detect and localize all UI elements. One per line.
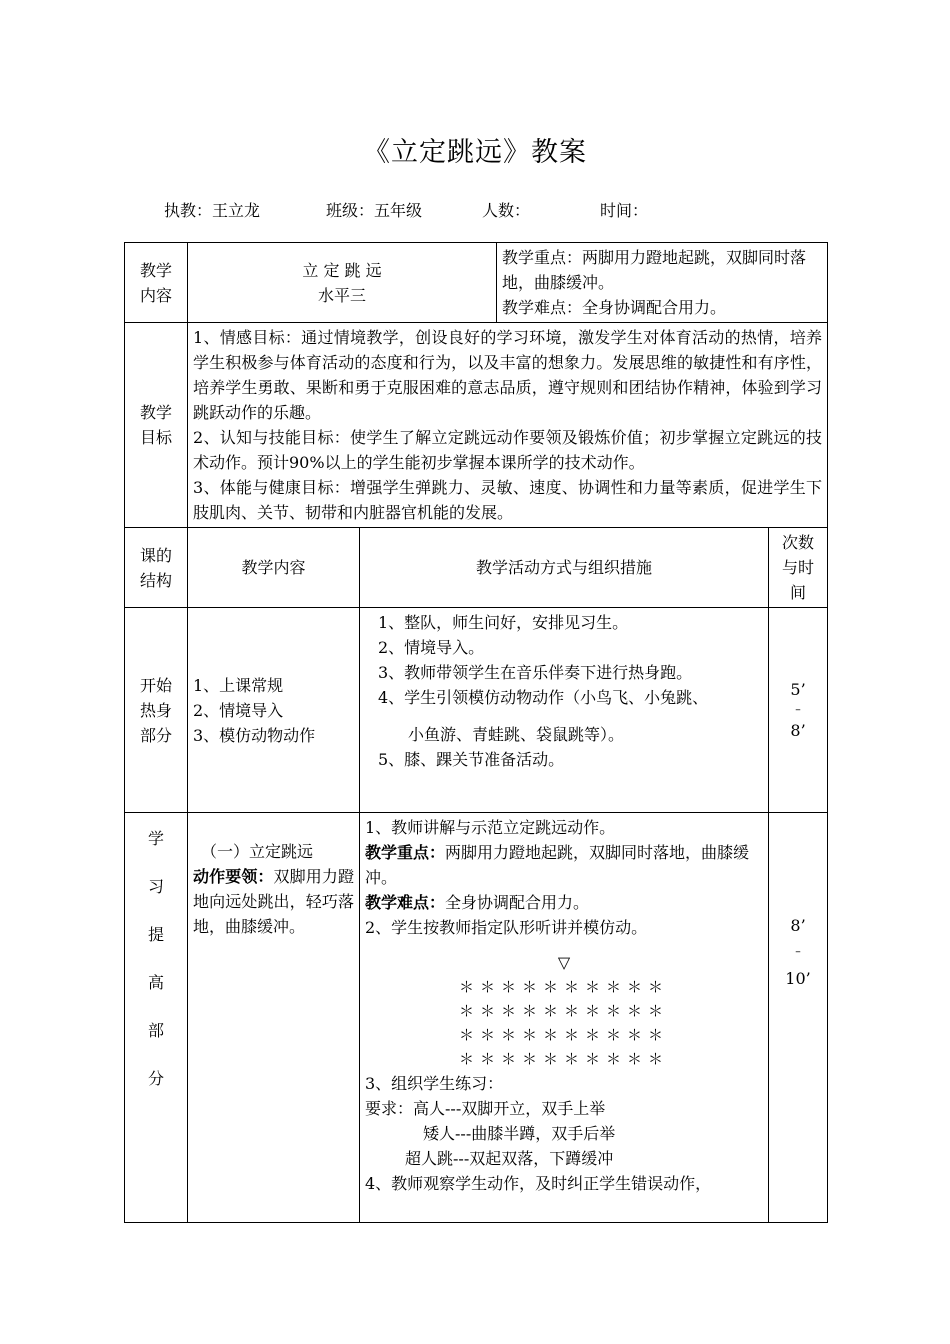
step-item: 1、整队，师生问好，安排见习生。: [378, 613, 629, 632]
formation: [365, 975, 763, 1071]
warmup-label: [125, 608, 188, 813]
content-row: [125, 243, 828, 323]
label-char: 分: [147, 1069, 164, 1088]
warmup-content: [188, 608, 360, 813]
label-char: 部: [147, 1021, 164, 1040]
label-char: 高: [147, 973, 164, 992]
step-item: 4、学生引领模仿动物动作（小鸟飞、小兔跳、: [378, 688, 709, 707]
topic-text: 立 定 跳 远: [302, 260, 382, 280]
learning-time: [769, 813, 828, 1223]
content-item: 1、上课常规: [193, 675, 284, 695]
learning-label: [125, 813, 188, 1223]
goal-item: 1、情感目标：通过情境教学，创设良好的学习环境，激发学生对体育活动的热情，培养学生积极参与体育活动的态度和行为，以及丰富的想象力。发展思维的敏捷性和有序性，培养学生勇敢、果断和勇于克服困难的意志品质，遵守规则和团结协作精神，体验到学习跳跃动作的乐趣。: [193, 328, 823, 422]
header-structure: [125, 528, 188, 608]
header-content: 教学内容: [188, 528, 360, 608]
time-line: 5’: [790, 680, 806, 699]
label-char: 习: [147, 877, 164, 896]
count-field: 人数：: [482, 201, 531, 220]
label-line: 热身: [139, 700, 172, 720]
header-time: [769, 528, 828, 608]
time-line: 8’: [790, 721, 806, 740]
step-item: 4、教师观察学生动作，及时纠正学生错误动作，: [365, 1174, 712, 1193]
step-item: 5、膝、踝关节准备活动。: [378, 750, 565, 769]
step-item: 2、情境导入。: [378, 638, 485, 657]
requirement: 矮人---曲膝半蹲，双手后举: [423, 1124, 616, 1143]
key-point-line: [365, 840, 763, 890]
formation-row: ＊＊＊＊＊＊＊＊＊＊: [459, 1026, 670, 1044]
step-item: 小鱼游、青蛙跳、袋鼠跳等）。: [408, 725, 625, 744]
topic-cell: [188, 243, 497, 323]
lesson-plan-table: [124, 242, 828, 1223]
teacher-triangle-icon: ▽: [557, 953, 571, 972]
label-line: 开始: [139, 675, 172, 695]
essentials-text: 双脚用力蹬地向远处跳出，轻巧落地，曲膝缓冲。: [193, 867, 354, 936]
structure-header-row: [125, 528, 828, 608]
label-line: 内容: [139, 285, 172, 305]
step-text: 全身协调配合用力。: [445, 893, 590, 912]
objectives-cell: [188, 323, 828, 528]
label-line: 间: [790, 583, 807, 602]
warmup-row: [125, 608, 828, 813]
goal-item: 3、体能与健康目标：增强学生弹跳力、灵敏、速度、协调性和力量等素质，促进学生下肢肌肉、关节、韧带和内脏器官机能的发展。: [193, 478, 823, 522]
time-line: –: [795, 703, 801, 716]
label-line: 教学: [139, 260, 172, 280]
label-line: 与时: [782, 558, 815, 577]
time-field: 时间：: [600, 201, 649, 220]
warmup-steps: [360, 608, 769, 813]
learning-steps: [360, 813, 769, 1223]
formation-row: ＊＊＊＊＊＊＊＊＊＊: [459, 1050, 670, 1068]
learning-content: [188, 813, 360, 1223]
warmup-time: [769, 608, 828, 813]
bold-label: 教学难点：: [365, 893, 446, 912]
step-text: 两脚用力蹬地起跳，双脚同时落地，曲膝缓冲。: [365, 843, 750, 887]
label-line: 教学: [139, 403, 172, 422]
label-line: 课的: [139, 545, 172, 565]
label-char: 提: [147, 925, 164, 944]
step-item: 3、组织学生练习：: [365, 1074, 504, 1093]
bold-label: 教学重点：: [365, 843, 446, 862]
formation-row: ＊＊＊＊＊＊＊＊＊＊: [459, 978, 670, 996]
key-point: 教学重点：两脚用力蹬地起跳，双脚同时落地，曲膝缓冲。: [502, 248, 807, 292]
sub-title: （一）立定跳远: [201, 842, 314, 861]
objectives-label: [125, 323, 188, 528]
page-title: 《立定跳远》教案: [363, 137, 587, 168]
content-item: 2、情境导入: [193, 700, 284, 720]
teacher-field: 执教：王立龙: [164, 201, 261, 220]
essentials: [193, 864, 354, 939]
step-item: 1、教师讲解与示范立定跳远动作。: [365, 818, 616, 837]
label-line: 结构: [139, 570, 172, 590]
requirement: 超人跳---双起双落，下蹲缓冲: [405, 1149, 614, 1168]
essentials-label: 动作要领：: [193, 867, 274, 886]
difficulty-point: 教学难点：全身协调配合用力。: [502, 298, 727, 317]
label-line: 部分: [139, 725, 172, 745]
class-field: 班级：五年级: [326, 201, 423, 220]
time-line: 10’: [785, 969, 811, 988]
level-text: 水平三: [318, 285, 367, 305]
time-line: 8’: [790, 916, 806, 935]
content-item: 3、模仿动物动作: [193, 725, 316, 745]
header-methods: 教学活动方式与组织措施: [360, 528, 769, 608]
formation-row: ＊＊＊＊＊＊＊＊＊＊: [459, 1002, 670, 1020]
goal-item: 2、认知与技能目标：使学生了解立定跳远动作要领及锻炼价值；初步掌握立定跳远的技术动作。预计90%以上的学生能初步掌握本课所学的技术动作。: [193, 428, 823, 472]
learning-row: [125, 813, 828, 1223]
time-line: –: [795, 945, 801, 958]
difficulty-line: [365, 890, 763, 915]
label-line: 目标: [139, 428, 172, 447]
label-line: 次数: [782, 533, 815, 552]
objectives-row: [125, 323, 828, 528]
label-char: 学: [147, 829, 164, 848]
requirement: 要求：高人---双脚开立，双手上举: [365, 1099, 606, 1118]
key-points-cell: [497, 243, 828, 323]
step-item: 2、学生按教师指定队形听讲并模仿动。: [365, 918, 648, 937]
step-item: 3、教师带领学生在音乐伴奏下进行热身跑。: [378, 663, 693, 682]
content-label: [125, 243, 188, 323]
